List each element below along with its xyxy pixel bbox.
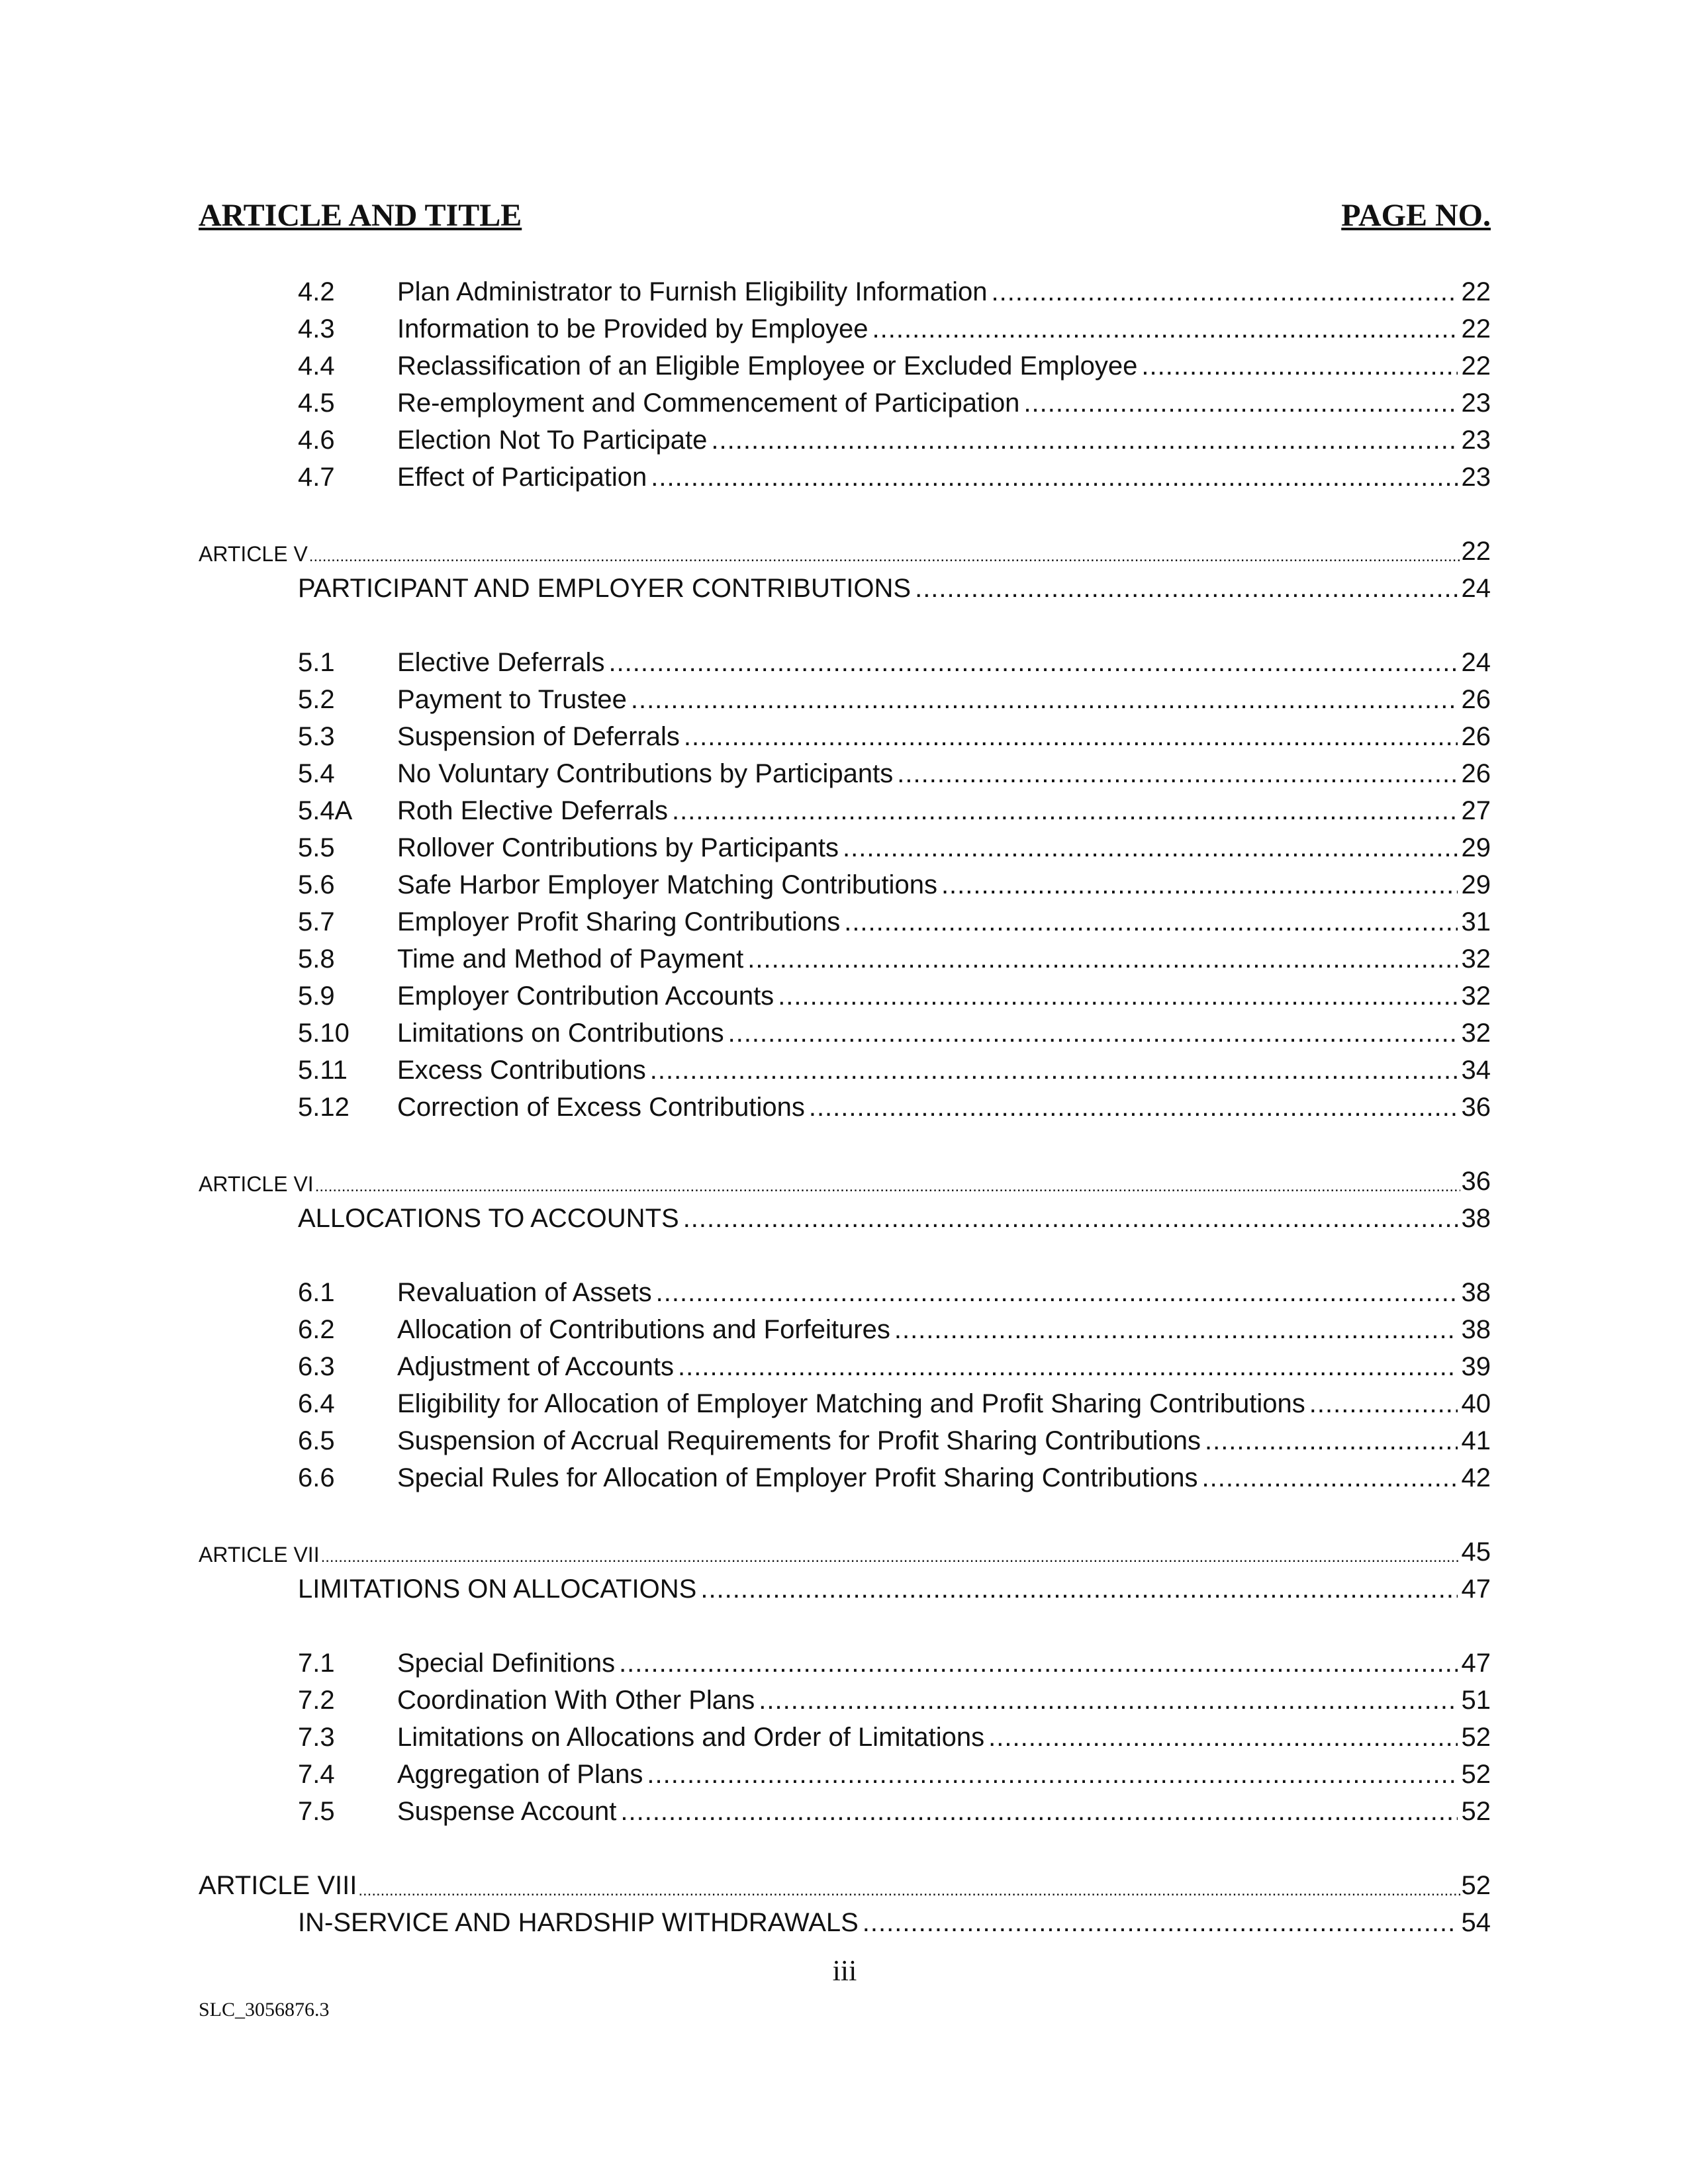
toc-entry-5-2 [298, 676, 1491, 713]
section-number: 5.12 [298, 1093, 350, 1122]
dot-leader [315, 1179, 1460, 1195]
dot-leader [991, 279, 1457, 305]
header-article-title: ARTICLE AND TITLE [199, 198, 522, 233]
dot-leader [700, 1576, 1457, 1602]
page-number: 22 [1461, 537, 1491, 566]
dot-leader [759, 1687, 1457, 1713]
page-number: 22 [1461, 314, 1491, 343]
page-number: 22 [1461, 277, 1491, 306]
toc-entry-7-2 [298, 1676, 1491, 1713]
page-number: 52 [1461, 1760, 1491, 1789]
section-title: Limitations on Allocations and Order of Limitations [397, 1723, 985, 1752]
page-number: 32 [1461, 1019, 1491, 1048]
section-title: Revaluation of Assets [397, 1278, 652, 1307]
toc-entry-5-8 [298, 935, 1491, 972]
section-number: 5.8 [298, 944, 335, 974]
dot-leader [863, 1909, 1458, 1936]
article-label: ARTICLE VI [199, 1172, 314, 1196]
dot-leader [1309, 1390, 1458, 1417]
dot-leader [843, 835, 1458, 861]
page-number: 24 [1461, 574, 1491, 603]
page-number: 51 [1461, 1686, 1491, 1715]
section-title: Elective Deferrals [397, 648, 605, 677]
toc-entry-4-6 [298, 416, 1491, 453]
section-number: 7.5 [298, 1797, 335, 1826]
dot-leader [915, 575, 1457, 602]
section-title: Limitations on Contributions [397, 1019, 724, 1048]
page-number: 36 [1461, 1093, 1491, 1122]
toc-entry-5-11 [298, 1046, 1491, 1083]
toc-entry-5-10 [298, 1009, 1491, 1046]
section-number: 5.4A [298, 796, 353, 825]
dot-leader [321, 1549, 1460, 1565]
section-number: 6.1 [298, 1278, 335, 1307]
page-number: 39 [1461, 1352, 1491, 1381]
dot-leader [358, 1883, 1460, 1899]
page-number: 36 [1461, 1167, 1491, 1196]
section-number: 5.6 [298, 870, 335, 899]
toc-entry-5-7 [298, 898, 1491, 935]
dot-leader [651, 464, 1457, 490]
page-number: 26 [1461, 722, 1491, 751]
toc-entry-4-3 [298, 305, 1491, 342]
section-number: 6.5 [298, 1426, 335, 1455]
section-number: 6.2 [298, 1315, 335, 1344]
section-number: 7.4 [298, 1760, 335, 1789]
section-title: Plan Administrator to Furnish Eligibility Information [397, 277, 988, 306]
section-number: 4.2 [298, 277, 335, 306]
section-title: Election Not To Participate [397, 426, 708, 455]
page-number: 38 [1461, 1278, 1491, 1307]
toc-entry-5-4 [298, 750, 1491, 787]
page-number: 29 [1461, 833, 1491, 862]
section-title: Suspense Account [397, 1797, 617, 1826]
page-number: 23 [1461, 388, 1491, 418]
header-page-no: PAGE NO. [1341, 198, 1491, 233]
section-number: 6.6 [298, 1463, 335, 1492]
dot-leader [778, 983, 1457, 1009]
section-title: Adjustment of Accounts [397, 1352, 675, 1381]
section-number: 6.4 [298, 1389, 335, 1418]
page-number: 32 [1461, 944, 1491, 974]
article-label: ARTICLE V [199, 542, 308, 566]
dot-leader [608, 649, 1457, 676]
page-number: 23 [1461, 426, 1491, 455]
section-number: 7.3 [298, 1723, 335, 1752]
toc-article-viii-title [298, 1899, 1491, 1936]
section-title: Special Definitions [397, 1649, 616, 1678]
section-title: Suspension of Accrual Requirements for Profit Sharing Contributions [397, 1426, 1201, 1455]
section-title: Special Rules for Allocation of Employer Profit Sharing Contributions [397, 1463, 1198, 1492]
toc-entry-6-4 [298, 1380, 1491, 1417]
page-number: 22 [1461, 351, 1491, 381]
section-number: 4.6 [298, 426, 335, 455]
section-number: 5.7 [298, 907, 335, 936]
toc-entry-7-3 [298, 1713, 1491, 1751]
section-title: Allocation of Contributions and Forfeitures [397, 1315, 890, 1344]
toc-entry-7-4 [298, 1751, 1491, 1788]
toc-entry-4-4 [298, 342, 1491, 379]
page-number: 27 [1461, 796, 1491, 825]
page-number: 32 [1461, 981, 1491, 1011]
section-title: Re-employment and Commencement of Participation [397, 388, 1020, 418]
dot-leader [872, 316, 1458, 342]
toc-entry-5-3 [298, 713, 1491, 750]
dot-leader [684, 723, 1458, 750]
article-title: IN-SERVICE AND HARDSHIP WITHDRAWALS [298, 1908, 859, 1937]
dot-leader [894, 1316, 1458, 1343]
section-number: 4.4 [298, 351, 335, 381]
section-title: Payment to Trustee [397, 685, 627, 714]
section-number: 5.10 [298, 1019, 350, 1048]
toc-article-v [199, 527, 1491, 565]
toc-entry-4-5 [298, 379, 1491, 416]
section-number: 5.1 [298, 648, 335, 677]
footer-page-number: iii [832, 1954, 857, 1987]
section-title: Employer Profit Sharing Contributions [397, 907, 841, 936]
section-title: Safe Harbor Employer Matching Contributions [397, 870, 937, 899]
dot-leader [656, 1279, 1458, 1306]
toc-page [199, 0, 1491, 2184]
toc-entry-6-2 [298, 1306, 1491, 1343]
section-title: Effect of Participation [397, 463, 647, 492]
toc-entry-4-2 [298, 268, 1491, 305]
article-title: ALLOCATIONS TO ACCOUNTS [298, 1204, 679, 1233]
dot-leader [683, 1205, 1458, 1232]
toc-entry-6-5 [298, 1417, 1491, 1454]
dot-leader [1202, 1465, 1458, 1491]
dot-leader [1141, 353, 1457, 379]
page-number: 26 [1461, 685, 1491, 714]
page-number: 34 [1461, 1056, 1491, 1085]
section-number: 5.4 [298, 759, 335, 788]
page-number: 29 [1461, 870, 1491, 899]
toc-entry-4-7 [298, 453, 1491, 490]
dot-leader [941, 872, 1458, 898]
section-number: 5.9 [298, 981, 335, 1011]
dot-leader [747, 946, 1457, 972]
toc-entry-5-1 [298, 639, 1491, 676]
section-number: 4.5 [298, 388, 335, 418]
toc-entry-6-1 [298, 1269, 1491, 1306]
toc-entry-5-9 [298, 972, 1491, 1009]
toc-article-vii-title [298, 1565, 1491, 1602]
page-number: 52 [1461, 1797, 1491, 1826]
section-number: 6.3 [298, 1352, 335, 1381]
section-title: Roth Elective Deferrals [397, 796, 669, 825]
dot-leader [1023, 390, 1457, 416]
toc-header [199, 197, 1491, 237]
page-number: 47 [1461, 1649, 1491, 1678]
dot-leader [309, 549, 1460, 565]
section-title: Excess Contributions [397, 1056, 646, 1085]
section-title: No Voluntary Contributions by Participants [397, 759, 894, 788]
dot-leader [728, 1020, 1458, 1046]
page-number: 26 [1461, 759, 1491, 788]
page-number: 45 [1461, 1537, 1491, 1567]
page-number: 52 [1461, 1723, 1491, 1752]
page-number: 52 [1461, 1871, 1491, 1900]
article-label: ARTICLE VII [199, 1543, 320, 1567]
article-title: PARTICIPANT AND EMPLOYER CONTRIBUTIONS [298, 574, 912, 603]
toc-entry-7-5 [298, 1788, 1491, 1825]
toc-entry-6-6 [298, 1454, 1491, 1491]
dot-leader [672, 797, 1457, 824]
section-number: 5.5 [298, 833, 335, 862]
page-number: 41 [1461, 1426, 1491, 1455]
section-title: Eligibility for Allocation of Employer Matching and Profit Sharing Contributions [397, 1389, 1305, 1418]
section-number: 5.3 [298, 722, 335, 751]
page-number: 24 [1461, 648, 1491, 677]
toc-article-vi-title [298, 1195, 1491, 1232]
page-number: 47 [1461, 1574, 1491, 1604]
toc-article-vi [199, 1158, 1491, 1195]
page-number: 40 [1461, 1389, 1491, 1418]
section-title: Time and Method of Payment [397, 944, 744, 974]
toc-entry-6-3 [298, 1343, 1491, 1380]
page-number: 23 [1461, 463, 1491, 492]
article-label: ARTICLE VIII [199, 1871, 357, 1900]
section-title: Rollover Contributions by Participants [397, 833, 839, 862]
section-title: Aggregation of Plans [397, 1760, 643, 1789]
section-number: 7.2 [298, 1686, 335, 1715]
toc-article-v-title [298, 565, 1491, 602]
toc-entry-5-6 [298, 861, 1491, 898]
dot-leader [619, 1650, 1457, 1676]
dot-leader [809, 1094, 1458, 1120]
dot-leader [650, 1057, 1458, 1083]
section-number: 5.2 [298, 685, 335, 714]
dot-leader [631, 686, 1458, 713]
section-number: 4.7 [298, 463, 335, 492]
dot-leader [647, 1761, 1457, 1788]
toc-article-vii [199, 1528, 1491, 1565]
toc-entry-7-1 [298, 1639, 1491, 1676]
article-title: LIMITATIONS ON ALLOCATIONS [298, 1574, 697, 1604]
section-title: Reclassification of an Eligible Employee or Excluded Employee [397, 351, 1138, 381]
section-number: 4.3 [298, 314, 335, 343]
section-title: Coordination With Other Plans [397, 1686, 755, 1715]
section-number: 5.11 [298, 1056, 348, 1085]
page-number: 31 [1461, 907, 1491, 936]
dot-leader [1205, 1428, 1458, 1454]
toc-entry-5-5 [298, 824, 1491, 861]
dot-leader [678, 1353, 1457, 1380]
dot-leader [620, 1798, 1457, 1825]
dot-leader [711, 427, 1457, 453]
toc-entry-5-12 [298, 1083, 1491, 1120]
dot-leader [844, 909, 1457, 935]
section-title: Correction of Excess Contributions [397, 1093, 805, 1122]
section-title: Employer Contribution Accounts [397, 981, 774, 1011]
dot-leader [988, 1724, 1457, 1751]
page-number: 38 [1461, 1315, 1491, 1344]
toc-article-viii [199, 1862, 1491, 1899]
page-number: 54 [1461, 1908, 1491, 1937]
document-id: SLC_3056876.3 [199, 1999, 330, 2021]
section-number: 7.1 [298, 1649, 335, 1678]
toc-entry-5-4a [298, 787, 1491, 824]
section-title: Information to be Provided by Employee [397, 314, 868, 343]
dot-leader [897, 760, 1457, 787]
page-number: 42 [1461, 1463, 1491, 1492]
section-title: Suspension of Deferrals [397, 722, 680, 751]
page-number: 38 [1461, 1204, 1491, 1233]
